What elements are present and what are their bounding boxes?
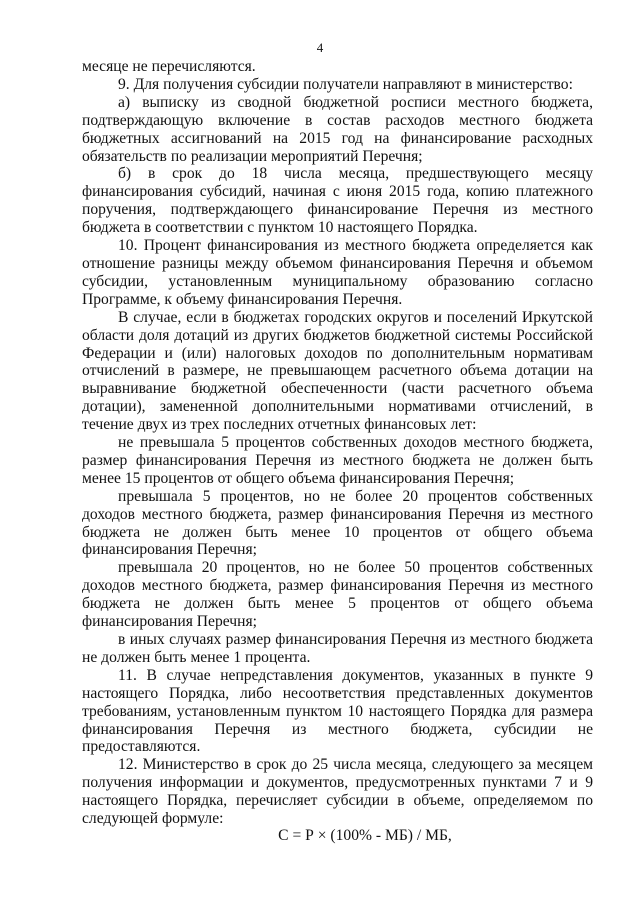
body-text (82, 58, 593, 828)
paragraph-9a: а) выписку из сводной бюджетной росписи местного бюджета, подтверждающую включение в состав расходов местного бюджета бюджетных ассигнований на 2015 год на финансирование расходных обязательств по реализации мероприятий Перечня; (82, 93, 593, 165)
paragraph-9b: б) в срок до 18 числа месяца, предшествующего месяцу финансирования субсидий, начиная с июня 2015 года, копию платежного поручения, подтверждающего финансирование Перечня из местного бюджета в соответствии с пунктом 10 настоящего Порядка. (82, 165, 593, 237)
paragraph-10: 10. Процент финансирования из местного бюджета определяется как отношение разницы между объемом финансирования Перечня и объемом субсидии, установленным муниципальному образованию согласно Программе, к объему финансирования Перечня. (82, 237, 593, 308)
subsidy-formula: С = Р × (100% - МБ) / МБ, (278, 827, 452, 844)
paragraph-10-case-4: в иных случаях размер финансирования Перечня из местного бюджета не должен быть менее 1 процента. (82, 631, 593, 666)
paragraph-continuation: месяце не перечисляются. (82, 58, 256, 75)
paragraph-10-conditions: В случае, если в бюджетах городских округов и поселений Иркутской области доля дотаций из других бюджетов бюджетной системы Российской Федерации и (или) налоговых доходов по дополнительным нормативам отчислений в размере, не превышающем расчетного объема дотации на выравнивание бюджетной обеспеченности (части расчетного объема дотации), замененной дополнительными нормативами отчислений, в течение двух из трех последних отчетных финансовых лет: (82, 308, 593, 434)
paragraph-9: 9. Для получения субсидии получатели направляют в министерство: (118, 75, 573, 93)
paragraph-11: 11. В случае непредставления документов, указанных в пункте 9 настоящего Порядка, либо несоответствия представленных документов требованиям, установленным пунктом 10 настоящего Порядка для размера финансирования Перечня из местного бюджета, субсидии не предоставляются. (82, 666, 593, 756)
paragraph-12: 12. Министерство в срок до 25 числа месяца, следующего за месяцем получения информации и документов, предусмотренных пунктами 7 и 9 настоящего Порядка, перечисляет субсидии в объеме, определяемом по следующей формуле: (82, 756, 593, 828)
paragraph-10-case-2: превышала 5 процентов, но не более 20 процентов собственных доходов местного бюджета, размер финансирования Перечня из местного бюджета не должен быть менее 10 процентов от общего объема финансирования Перечня; (82, 487, 593, 559)
page-number: 4 (316, 40, 324, 55)
paragraph-10-case-3: превышала 20 процентов, но не более 50 процентов собственных доходов местного бюджета, размер финансирования Перечня из местного бюджета не должен быть менее 5 процентов от общего объема финансирования Перечня; (82, 559, 593, 631)
paragraph-10-case-1: не превышала 5 процентов собственных доходов местного бюджета, размер финансирования Перечня из местного бюджета не должен быть менее 15 процентов от общего объема финансирования Перечня; (82, 434, 593, 487)
